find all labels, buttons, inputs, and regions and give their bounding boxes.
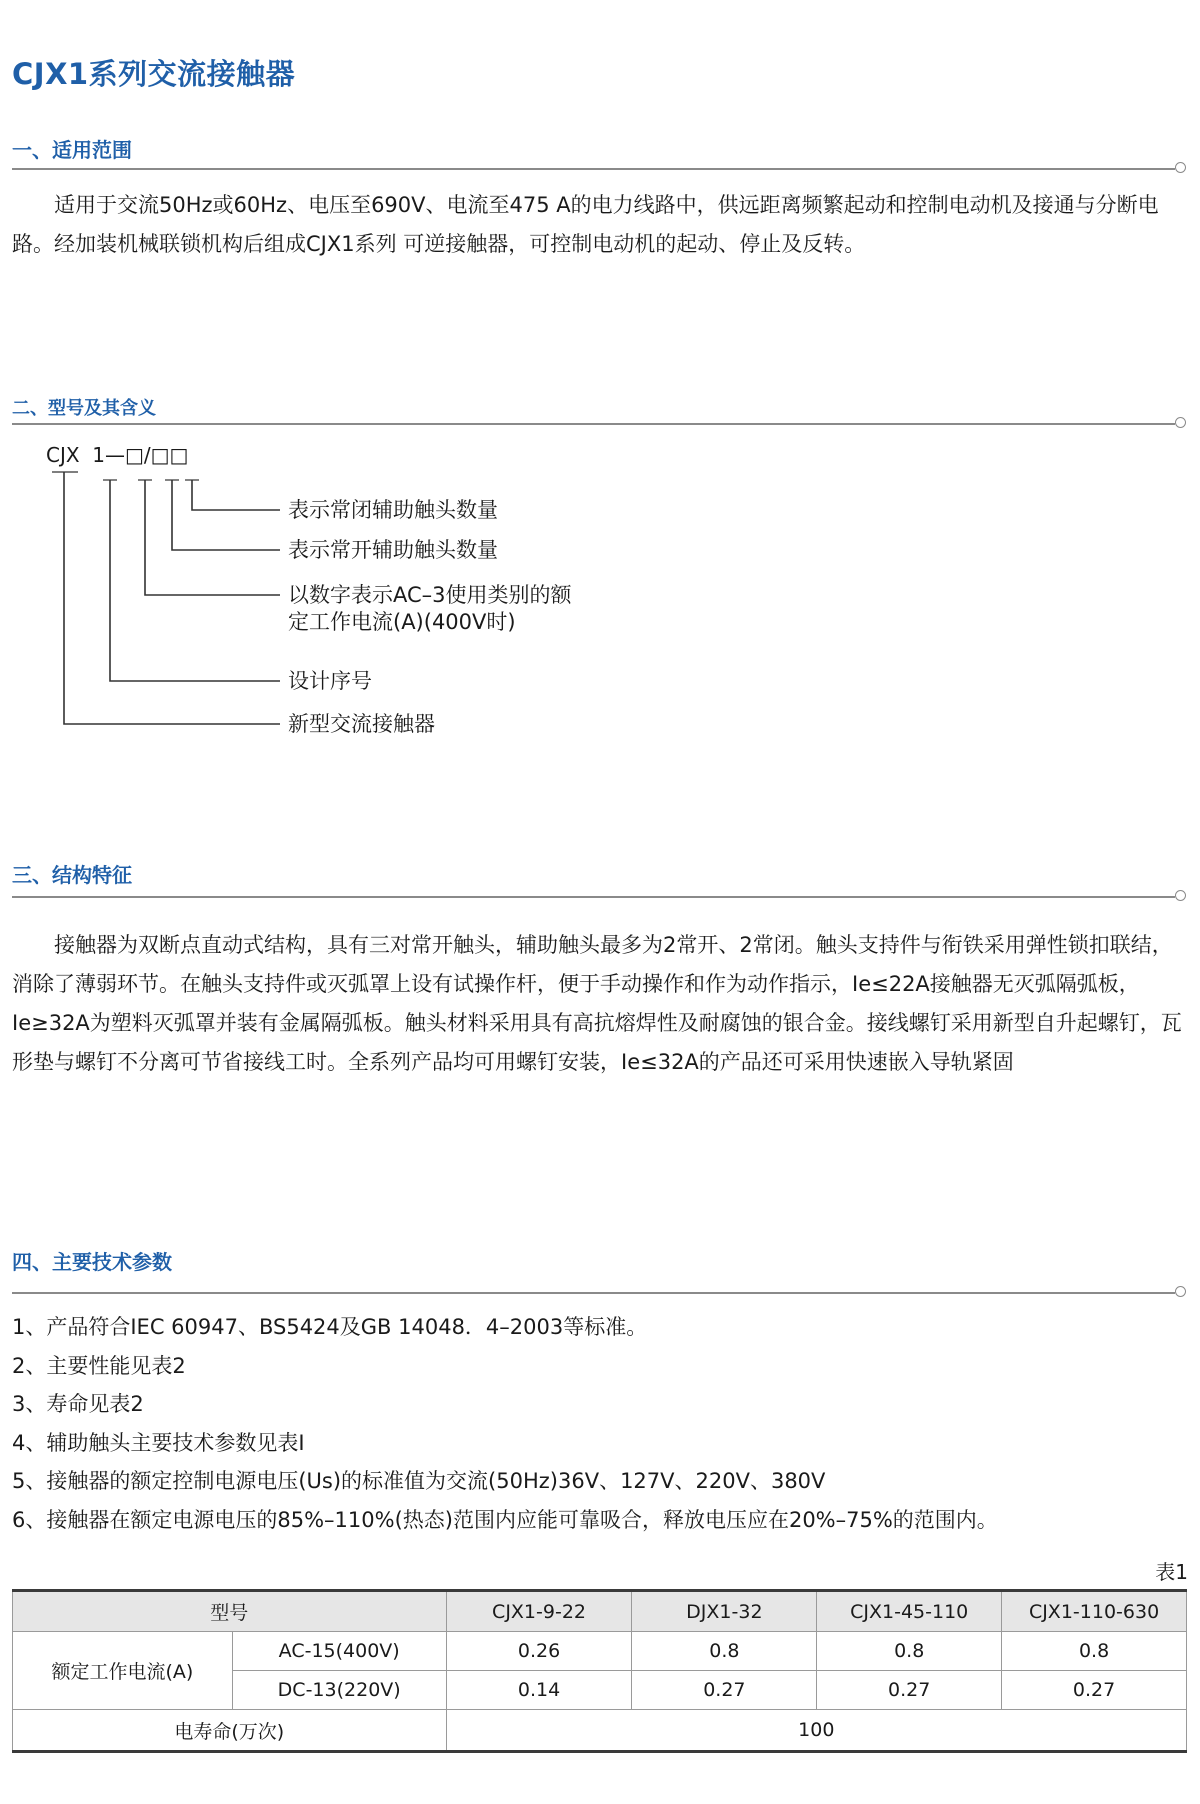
meaning-nc-contacts: 表示常闭辅助触头数量 xyxy=(288,498,498,522)
life-value: 100 xyxy=(446,1710,1186,1752)
list-item: 6、接触器在额定电源电压的85%–110%(热态)范围内应能可靠吸合，释放电压应在20%–75%的范围内。 xyxy=(12,1507,998,1532)
table-cell: 0.27 xyxy=(817,1671,1002,1710)
section-heading-params: 四、主要技术参数 xyxy=(12,1250,172,1274)
page-title: CJX1系列交流接触器 xyxy=(12,57,296,91)
meaning-rated-current-line2: 定工作电流(A)(400V时) xyxy=(288,610,516,634)
spec-table xyxy=(12,1589,1187,1753)
meaning-rated-current-line1: 以数字表示AC–3使用类别的额 xyxy=(288,583,572,607)
table-cell: 0.8 xyxy=(632,1632,817,1671)
table-cell: 0.14 xyxy=(446,1671,632,1710)
list-item: 1、产品符合IEC 60947、BS5424及GB 14048．4–2003等标准。 xyxy=(12,1315,648,1339)
row-group-current-label: 额定工作电流(A) xyxy=(13,1632,233,1710)
param-list xyxy=(12,1308,998,1539)
row-category: DC-13(220V) xyxy=(232,1671,446,1710)
meaning-design-number: 设计序号 xyxy=(288,669,372,693)
model-bracket-diagram xyxy=(0,0,300,740)
structure-paragraph: 接触器为双断点直动式结构，具有三对常开触头，辅助触头最多为2常开、2常闭。触头支持件与衔铁采用弹性锁扣联结，消除了薄弱环节。在触头支持件或灭弧罩上设有试操作杆，便于手动操作和作为动作指示，Ie≤22A接触器无灭弧隔弧板，Ie≥32A为塑料灭弧罩并装有金属隔弧板。触头材料采用具有高抗熔焊性及耐腐蚀的银合金。接线螺钉采用新型自升起螺钉，瓦形垫与螺钉不分离可节省接线工时。全系列产品均可用螺钉安装，Ie≤32A的产品还可采用快速嵌入导轨紧固 xyxy=(12,933,1182,1074)
table-cell: 0.8 xyxy=(817,1632,1002,1671)
section-heading-scope: 一、适用范围 xyxy=(12,138,132,162)
table-row xyxy=(13,1710,1187,1752)
table-cell: 0.26 xyxy=(446,1632,632,1671)
header-model-label: 型号 xyxy=(13,1591,447,1632)
life-label: 电寿命(万次) xyxy=(13,1710,447,1752)
header-model: CJX1-110-630 xyxy=(1002,1591,1187,1632)
meaning-no-contacts: 表示常开辅助触头数量 xyxy=(288,538,498,562)
divider-end-circle xyxy=(1175,162,1186,173)
table-row xyxy=(13,1632,1187,1671)
divider-end-circle xyxy=(1175,1286,1186,1297)
table-cell: 0.27 xyxy=(632,1671,817,1710)
header-model: DJX1-32 xyxy=(632,1591,817,1632)
table-header-row xyxy=(13,1591,1187,1632)
row-category: AC-15(400V) xyxy=(232,1632,446,1671)
section-heading-model: 二、型号及其含义 xyxy=(12,398,156,419)
bracket-line-no xyxy=(172,480,280,550)
list-item: 2、主要性能见表2 xyxy=(12,1353,186,1378)
header-model: CJX1-45-110 xyxy=(817,1591,1002,1632)
table-caption: 表1 xyxy=(1155,1560,1188,1584)
section-divider xyxy=(12,1292,1175,1294)
table-cell: 0.8 xyxy=(1002,1632,1187,1671)
bracket-line-current xyxy=(145,480,280,595)
divider-end-circle xyxy=(1175,417,1186,428)
table-cell: 0.27 xyxy=(1002,1671,1187,1710)
model-code-prefix: CJX xyxy=(46,443,80,467)
model-code-suffix: 1—□/□□ xyxy=(92,443,189,467)
section-heading-structure: 三、结构特征 xyxy=(12,863,132,887)
header-model: CJX1-9-22 xyxy=(446,1591,632,1632)
list-item: 3、寿命见表2 xyxy=(12,1392,144,1416)
divider-end-circle xyxy=(1175,890,1186,901)
list-item: 5、接触器的额定控制电源电压(Us)的标准值为交流(50Hz)36V、127V、220V、380V xyxy=(12,1469,826,1493)
scope-paragraph: 适用于交流50Hz或60Hz、电压至690V、电流至475 A的电力线路中，供远距离频繁起动和控制电动机及接通与分断电路。经加装机械联锁机构后组成CJX1系列 可逆接触器，可控制电动机的起动、停止及反转。 xyxy=(12,193,1159,256)
bracket-line-nc xyxy=(192,480,280,510)
meaning-new-contactor: 新型交流接触器 xyxy=(288,712,435,736)
section-divider xyxy=(12,896,1175,898)
list-item: 4、辅助触头主要技术参数见表I xyxy=(12,1430,305,1455)
